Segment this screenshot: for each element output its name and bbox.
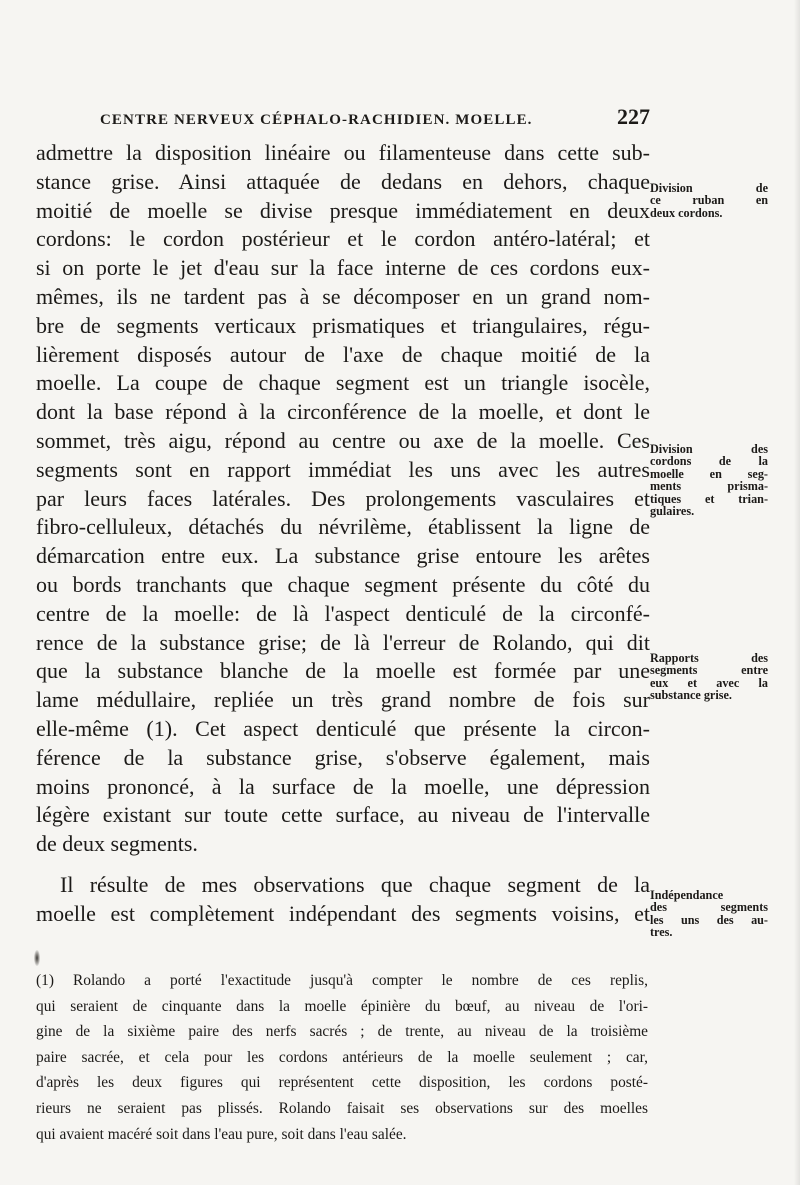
note-line: tiques et trian- xyxy=(650,491,768,506)
text-line: moelle est complètement indépendant des segments voisins, et xyxy=(36,900,650,926)
ink-smudge xyxy=(34,950,40,966)
text-line: admettre la disposition linéaire ou filamenteuse dans cette sub- xyxy=(36,140,650,165)
footnote-line: d'après les deux figures qui représentent cette disposition, les cordons posté- xyxy=(36,1074,648,1092)
text-line: férence de la substance grise, s'observe également, mais xyxy=(36,744,650,770)
text-line: lame médullaire, repliée un très grand nombre de fois sur xyxy=(36,687,650,713)
note-line: eux et avec la xyxy=(650,675,768,690)
margin-note-2 xyxy=(650,443,768,517)
paragraph-2 xyxy=(36,871,650,929)
text-line: légère existant sur toute cette surface, au niveau de l'intervalle xyxy=(36,802,650,828)
text-line: lièrement disposés autour de l'axe de chaque moitié de la xyxy=(36,341,650,367)
note-line: des segments xyxy=(650,900,768,915)
margin-note-4 xyxy=(650,889,768,939)
text-line: que la substance blanche de la moelle est formée par une xyxy=(36,658,650,684)
main-text xyxy=(36,139,650,929)
note-line: segments entre xyxy=(650,663,768,678)
text-line: rence de la substance grise; de là l'erreur de Rolando, qui dit xyxy=(36,629,650,655)
text-line: Il résulte de mes observations que chaque segment de la xyxy=(60,871,650,897)
text-line: moins prononcé, à la surface de la moelle, une dépression xyxy=(36,773,650,799)
note-line: substance grise. xyxy=(650,688,732,703)
page-number: 227 xyxy=(617,104,650,129)
text-line: stance grise. Ainsi attaquée de dedans en dehors, chaque xyxy=(36,168,650,194)
text-line: sommet, très aigu, répond au centre ou axe de la moelle. Ces xyxy=(36,427,650,453)
text-line: moelle. La coupe de chaque segment est un triangle isocèle, xyxy=(36,370,650,396)
text-line: centre de la moelle: de là l'aspect denticulé de la circonfé- xyxy=(36,600,650,626)
text-line: fibro-celluleux, détachés du névrilème, établissent la ligne de xyxy=(36,514,650,540)
footnote-line: qui seraient de cinquante dans la moelle épinière du bœuf, au niveau de l'ori- xyxy=(36,997,648,1015)
footnote-line: gine de la sixième paire des nerfs sacrés ; de trente, au niveau de la troisième xyxy=(36,1023,648,1041)
page-header xyxy=(100,104,650,130)
footnote-line: qui avaient macéré soit dans l'eau pure, soit dans l'eau salée. xyxy=(36,1125,407,1143)
note-line: moelle en seg- xyxy=(650,466,768,481)
text-line: dont la base répond à la circonférence de la moelle, et dont le xyxy=(36,399,650,425)
margin-note-1 xyxy=(650,182,768,219)
text-line: de deux segments. xyxy=(36,831,198,857)
note-line: cordons de la xyxy=(650,454,768,469)
footnote-line: rieurs ne seraient pas plissés. Rolando faisait ses observations sur des moelles xyxy=(36,1099,648,1117)
note-line: ments prisma- xyxy=(650,479,768,494)
text-line: moitié de moelle se divise presque immédiatement en deux xyxy=(36,197,650,223)
text-line: mêmes, ils ne tardent pas à se décomposer en un grand nom- xyxy=(36,283,650,309)
note-line: les uns des au- xyxy=(650,912,768,927)
footnote-line: paire sacrée, et cela pour les cordons antérieurs de la moelle seulement ; car, xyxy=(36,1048,648,1066)
note-line: Indépendance xyxy=(650,888,724,902)
note-line: Division des xyxy=(650,442,768,456)
text-line: bre de segments verticaux prismatiques et triangulaires, régu- xyxy=(36,312,650,338)
text-line: cordons: le cordon postérieur et le cordon antéro-latéral; et xyxy=(36,226,650,252)
paragraph-1 xyxy=(36,139,650,859)
margin-note-3 xyxy=(650,652,768,702)
text-line: segments sont en rapport immédiat les uns avec les autres xyxy=(36,456,650,482)
running-head: CENTRE NERVEUX CÉPHALO-RACHIDIEN. MOELLE. xyxy=(100,112,533,128)
page-edge-shadow xyxy=(794,0,800,1185)
note-line: gulaires. xyxy=(650,504,695,519)
footnote-line: (1) Rolando a porté l'exactitude jusqu'à compter le nombre de ces replis, xyxy=(36,972,648,989)
footnote xyxy=(36,968,648,1147)
note-line: tres. xyxy=(650,925,673,940)
note-line: deux cordons. xyxy=(650,205,723,220)
text-line: démarcation entre eux. La substance grise entoure les arêtes xyxy=(36,543,650,569)
text-line: si on porte le jet d'eau sur la face interne de ces cordons eux- xyxy=(36,255,650,281)
note-line: Rapports des xyxy=(650,651,768,665)
note-line: ce ruban en xyxy=(650,193,768,208)
text-line: par leurs faces latérales. Des prolongements vasculaires et xyxy=(36,485,650,511)
note-line: Division de xyxy=(650,181,768,195)
text-line: ou bords tranchants que chaque segment présente du côté du xyxy=(36,571,650,597)
text-line: elle-même (1). Cet aspect denticulé que présente la circon- xyxy=(36,715,650,741)
